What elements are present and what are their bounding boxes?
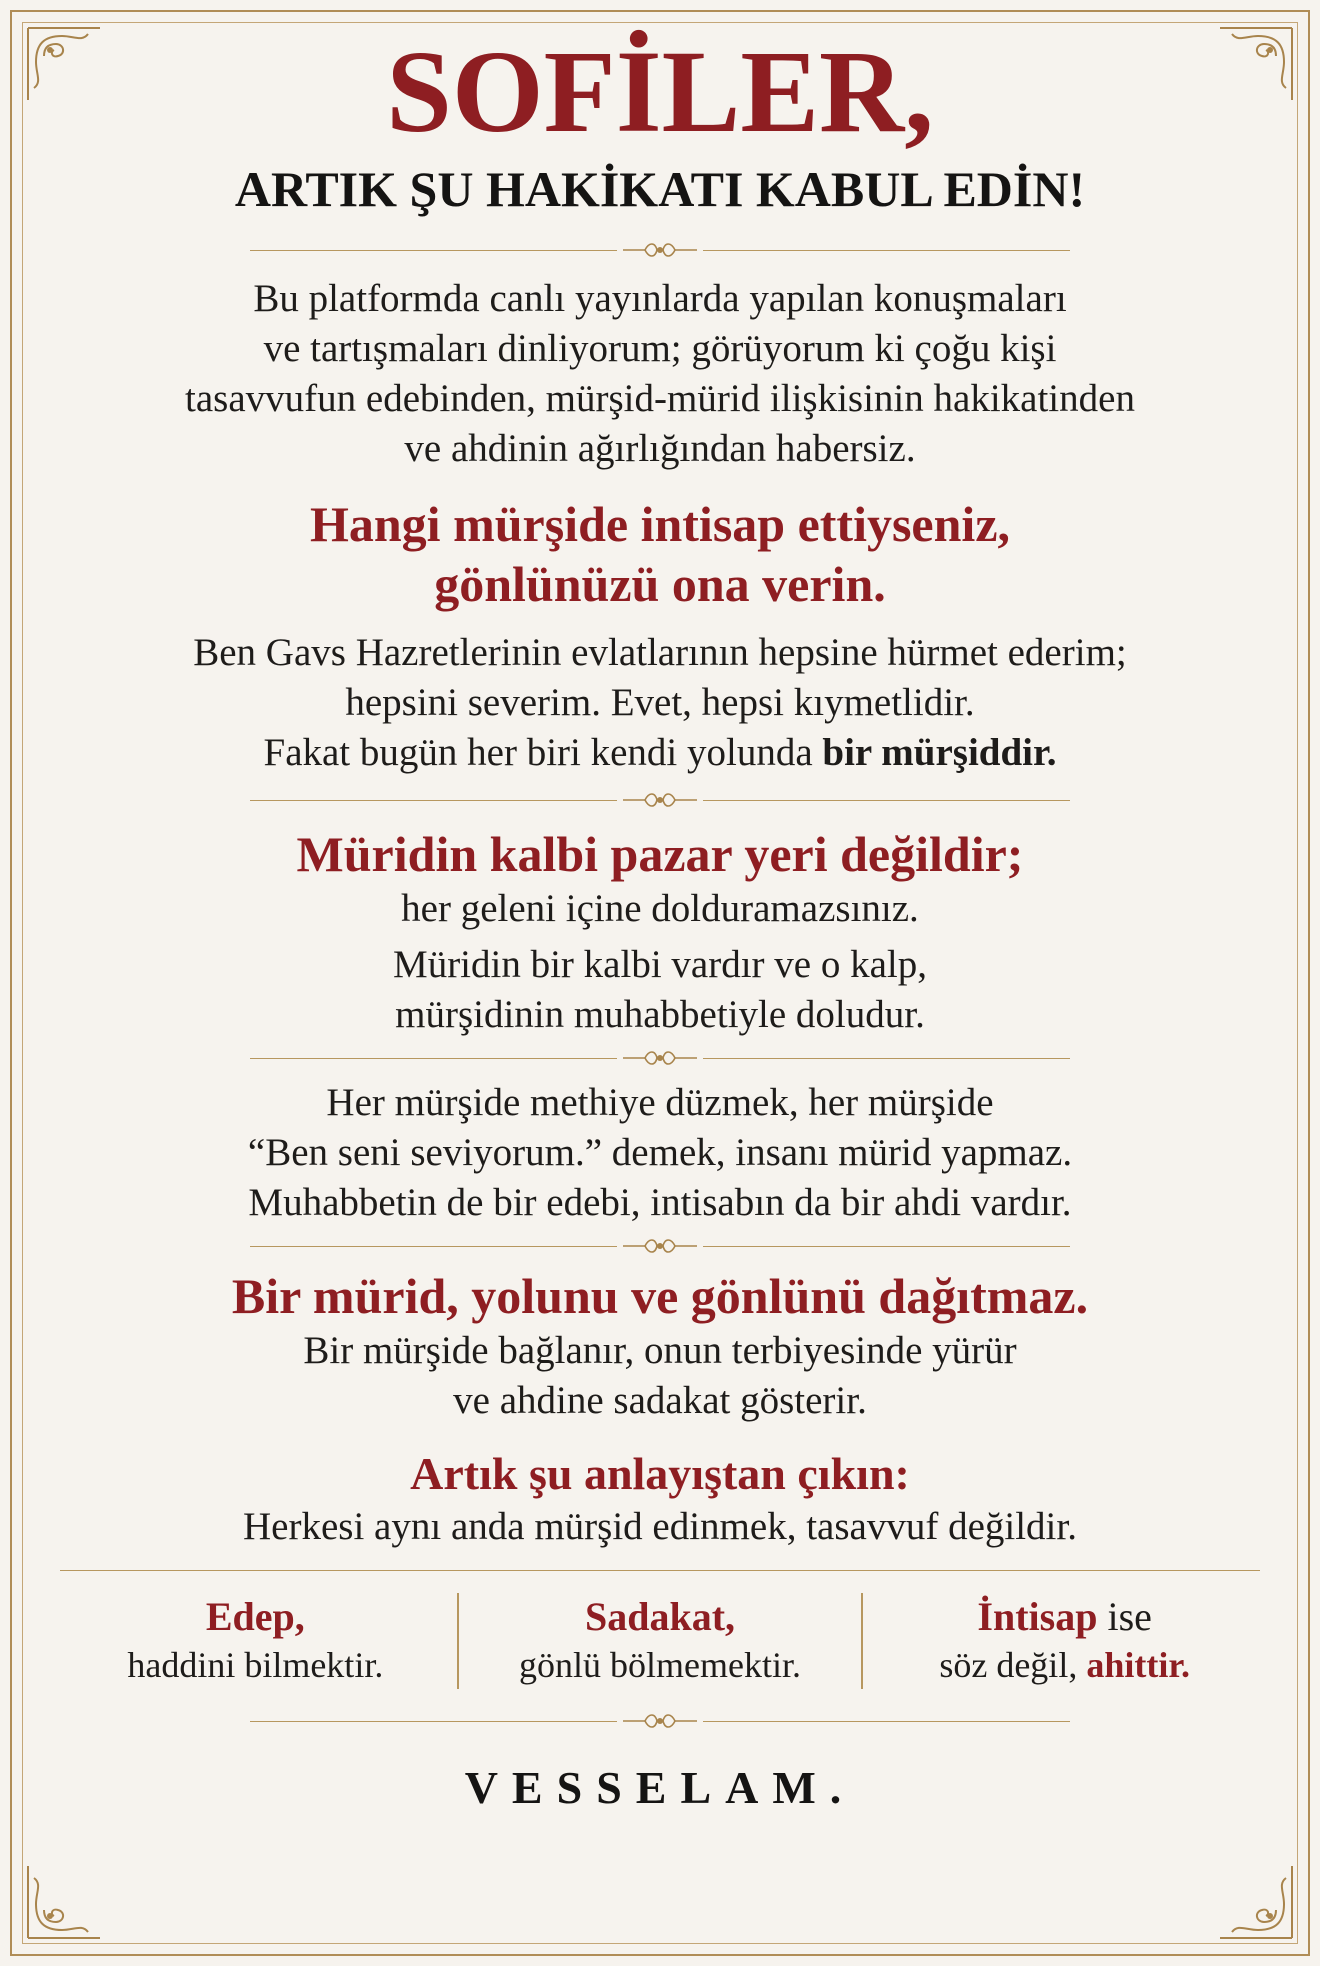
principle-text-emphasis: ahittir. [1086,1645,1191,1685]
divider [250,1236,1070,1256]
principles-row [60,1593,1260,1689]
divider [250,1711,1070,1731]
principle-title [869,1593,1260,1641]
principle-text: haddini bilmektir. [127,1645,384,1685]
rule [60,1570,1260,1571]
emphasis-text: bir mürşiddir. [822,731,1057,774]
section-heading: gönlünüzü ona verin. [434,556,886,612]
divider-ornament-icon [621,1236,699,1256]
page-subtitle: ARTIK ŞU HAKİKATI KABUL EDİN! [234,161,1086,217]
intro-line: Bu platformda canlı yayınlarda yapılan konuşmaları [253,277,1067,320]
principle-title-word: İntisap [977,1594,1098,1639]
principle-title-tail: ise [1097,1594,1152,1639]
closing-text: VESSELAM. [464,1762,856,1813]
divider-ornament-icon [621,240,699,260]
divider [250,790,1070,810]
divider-ornament-icon [621,790,699,810]
intro-line: tasavvufun edebinden, mürşid-mürid ilişkisinin hakikatinden [185,377,1135,420]
paragraph-line: Ben Gavs Hazretlerinin evlatlarının hepsine hürmet ederim; [193,631,1127,674]
section-heading: Müridin kalbi pazar yeri değildir; [296,826,1024,882]
paragraph-line [60,728,1260,778]
principle-title: Edep, [205,1594,305,1639]
section-heading: Hangi mürşide intisap ettiyseniz, [309,496,1011,552]
section-heading: Bir mürid, yolunu ve gönlünü dağıtmaz. [231,1268,1089,1324]
principle-edep [60,1593,451,1689]
principle-intisap [869,1593,1260,1689]
principle-sadakat [465,1593,856,1689]
paragraph-line: Bir mürşide bağlanır, onun terbiyesinde yürür [303,1329,1017,1372]
principle-text-prefix: söz değil, [939,1645,1087,1685]
principle-text: gönlü bölmemektir. [519,1645,801,1685]
divider [250,1048,1070,1068]
corner-ornament-icon [22,1860,106,1944]
intro-line: ve ahdinin ağırlığından habersiz. [404,427,916,470]
content [60,18,1260,1814]
paragraph-line: “Ben seni seviyorum.” demek, insanı mürid yapmaz. [247,1131,1073,1174]
paragraph-line: Müridin bir kalbi vardır ve o kalp, [393,943,927,986]
principle-text [869,1641,1260,1689]
paragraph-line: her geleni içine dolduramazsınız. [401,887,919,930]
paragraph-line: Muhabbetin de bir edebi, intisabın da bir ahdi vardır. [248,1181,1072,1224]
section-heading: Artık şu anlayıştan çıkın: [410,1448,910,1499]
column-divider [457,1593,459,1689]
principle-title: Sadakat, [584,1594,736,1639]
column-divider [861,1593,863,1689]
divider-ornament-icon [621,1048,699,1068]
paragraph-line: Her mürşide methiye düzmek, her mürşide [326,1081,994,1124]
page-title: SOFİLER, [386,26,934,157]
divider [250,240,1070,260]
paragraph-line: Herkesi aynı anda mürşid edinmek, tasavvuf değildir. [243,1505,1077,1548]
corner-ornament-icon [1214,1860,1298,1944]
paragraph-line: mürşidinin muhabbetiyle doludur. [395,993,925,1036]
paragraph-text: Fakat bugün her biri kendi yolunda [263,731,823,774]
divider-ornament-icon [621,1711,699,1731]
paragraph-line: hepsini severim. Evet, hepsi kıymetlidir. [345,681,975,724]
paragraph-line: ve ahdine sadakat gösterir. [453,1379,867,1422]
intro-line: ve tartışmaları dinliyorum; görüyorum ki çoğu kişi [263,327,1057,370]
